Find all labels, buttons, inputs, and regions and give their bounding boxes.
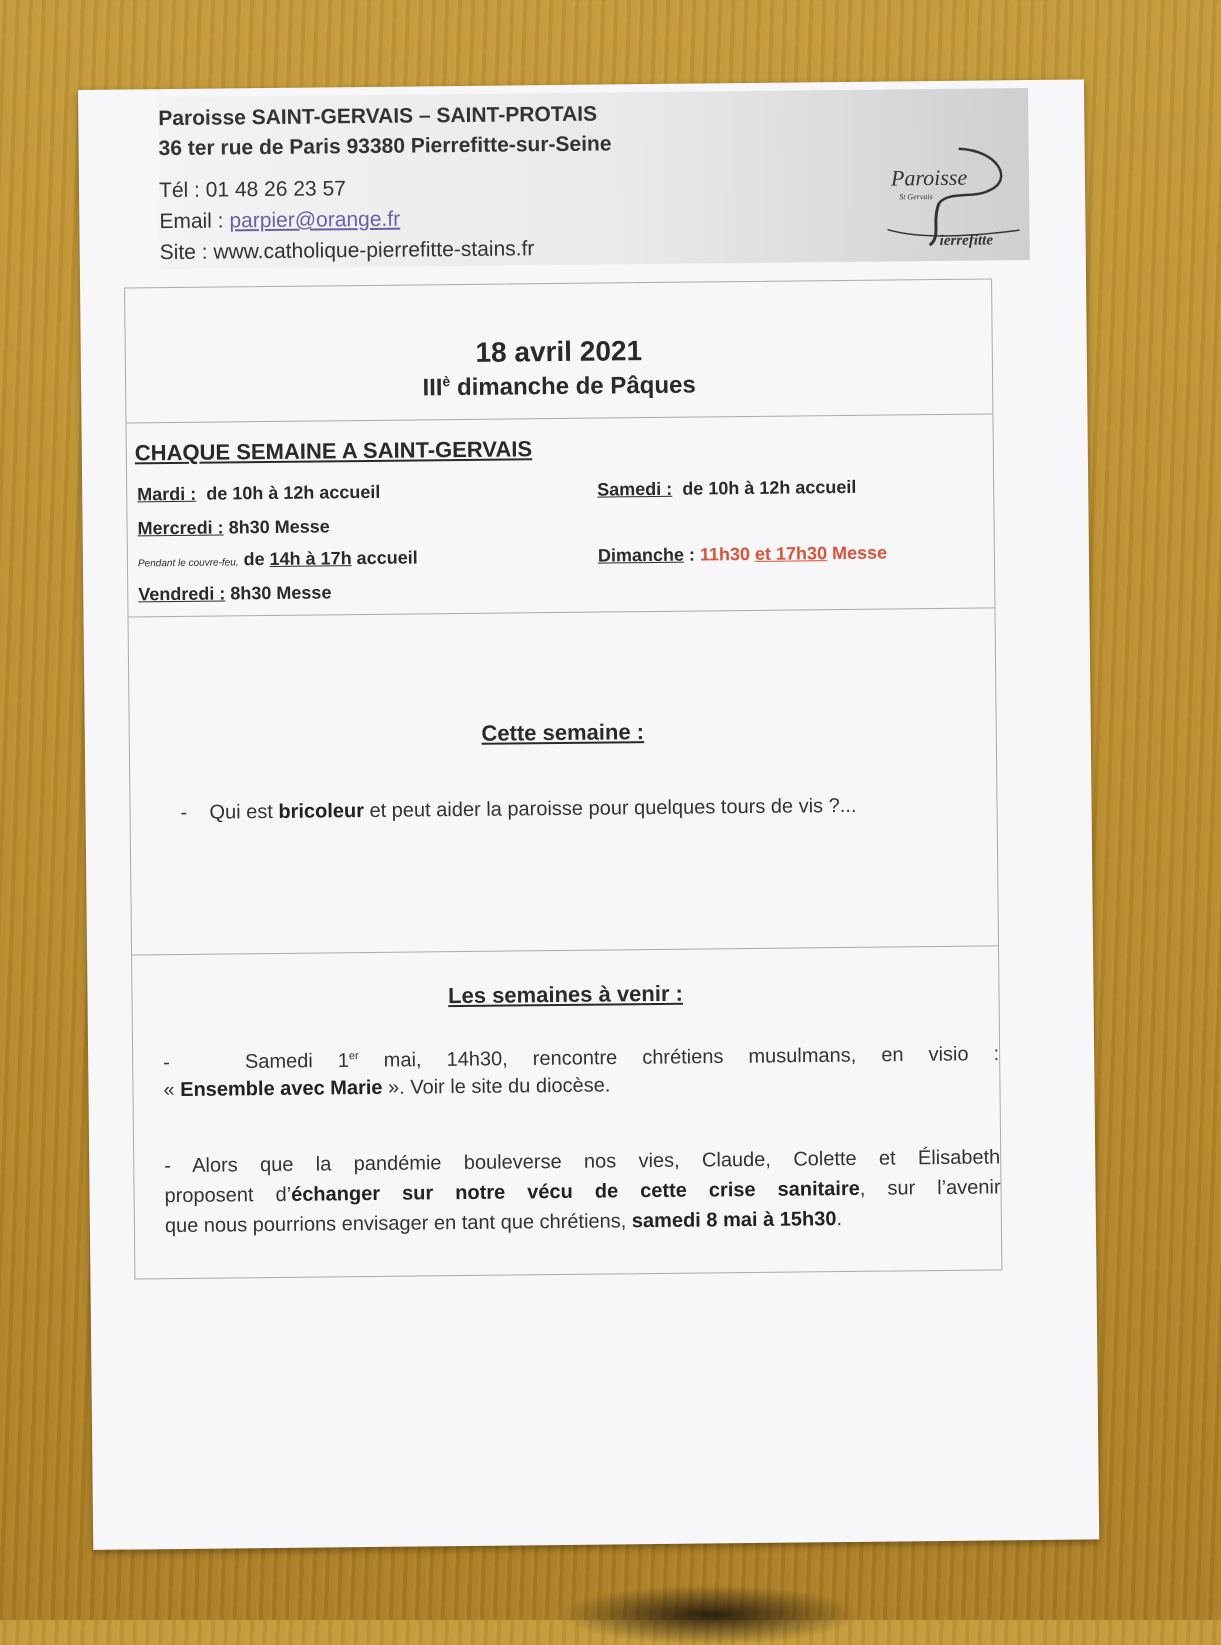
divider — [132, 945, 998, 955]
day-label: Samedi : — [597, 478, 673, 500]
day-label: Vendredi : — [138, 583, 226, 605]
svg-text:ierrefitte: ierrefitte — [939, 232, 994, 249]
parish-website[interactable]: Site : www.catholique-pierrefitte-stains.fr — [159, 237, 535, 265]
event-1-quote-open: « — [163, 1078, 181, 1102]
svg-text:Paroisse: Paroisse — [890, 164, 968, 191]
schedule-tuesday — [137, 482, 380, 506]
curfew-hours: 14h à 17h — [269, 548, 352, 570]
day-label: Mercredi : — [137, 517, 224, 539]
liturgical-sunday — [126, 367, 992, 405]
bulletin-date: 18 avril 2021 — [475, 335, 643, 368]
day-text: de 10h à 12h accueil — [682, 476, 857, 499]
day-label: Mardi : — [137, 483, 197, 505]
day-label: Dimanche — [597, 544, 685, 566]
event-2-date: samedi 8 mai à 15h30 — [631, 1208, 837, 1233]
background-shadow — [560, 1585, 860, 1645]
event-2-line-3 — [165, 1204, 842, 1241]
parish-logo — [879, 140, 1030, 252]
parish-email-row — [159, 208, 400, 235]
coming-weeks-heading: Les semaines à venir : — [447, 980, 684, 1009]
event-1-line-1: - Samedi 1er mai, 14h30, rencontre chrétiens musulmans, en visio : — [163, 1043, 1000, 1074]
event-1-line-2 — [163, 1070, 610, 1105]
event-1-post: mai, 14h30, rencontre chrétiens musulmans, en visio : — [358, 1043, 1000, 1072]
event-1-note: ». Voir le site du diocèse. — [382, 1074, 611, 1099]
email-label: Email : — [159, 209, 230, 234]
event-2-end: . — [836, 1208, 843, 1231]
curfew-de: de — [243, 549, 270, 570]
divider — [126, 413, 992, 423]
schedule-curfew — [138, 547, 418, 571]
day-text: 8h30 Messe — [228, 516, 330, 538]
parish-phone: Tél : 01 48 26 23 57 — [158, 177, 346, 203]
schedule-friday — [138, 582, 331, 605]
curfew-note: Pendant le couvre-feu, — [137, 557, 239, 570]
schedule-sunday — [598, 543, 887, 567]
schedule-saturday — [597, 477, 856, 501]
event-2-pre: proposent d’ — [164, 1183, 292, 1208]
day-text: de 10h à 12h accueil — [206, 481, 381, 504]
parish-address: 36 ter rue de Paris 93380 Pierrefitte-sur-Seine — [158, 132, 612, 161]
schedule-wednesday — [137, 516, 329, 539]
this-week-item: - Qui est bricoleur et peut aider la paroisse pour quelques tours de vis ?... — [180, 794, 857, 824]
curfew-text: accueil — [351, 547, 418, 569]
sunday-ordinal-sup: è — [442, 373, 451, 390]
divider — [129, 607, 995, 617]
sunday-time-2: et 17h30 — [754, 543, 828, 564]
svg-text:St Gervais: St Gervais — [899, 192, 933, 202]
sunday-name: dimanche de Pâques — [450, 371, 696, 402]
item-bold: bricoleur — [278, 800, 365, 823]
parish-leaflet — [78, 79, 1099, 1549]
event-2-line3-text: que nous pourrions envisager en tant que chrétiens, — [164, 1210, 632, 1238]
event-1-pre: Samedi 1 — [244, 1049, 350, 1073]
weekly-heading: CHAQUE SEMAINE A SAINT-GERVAIS — [134, 436, 533, 466]
sunday-ordinal: III — [422, 374, 443, 402]
event-1-sup: er — [348, 1050, 359, 1063]
event-2-bold: échanger sur notre vécu de cette crise sanitaire — [291, 1177, 860, 1206]
parish-name: Paroisse SAINT-GERVAIS – SAINT-PROTAIS — [158, 102, 598, 131]
email-link[interactable]: parpier@orange.fr — [229, 207, 401, 233]
event-2-mid: , sur l’avenir — [859, 1176, 1001, 1200]
day-text: 8h30 Messe — [230, 582, 332, 604]
sunday-time-1: 11h30 — [699, 543, 756, 565]
this-week-heading: Cette semaine : — [481, 719, 645, 746]
bulletin-content — [124, 278, 1002, 1279]
day-colon: : — [683, 544, 701, 565]
item-post: et peut aider la paroisse pour quelques tours de vis ?... — [363, 794, 857, 823]
item-pre: Qui est — [209, 800, 279, 824]
event-1-title: Ensemble avec Marie — [180, 1076, 383, 1101]
sunday-mass: Messe — [826, 542, 888, 564]
event-2-line-1: - Alors que la pandémie bouleverse nos vies, Claude, Colette et Élisabeth — [164, 1146, 1001, 1178]
